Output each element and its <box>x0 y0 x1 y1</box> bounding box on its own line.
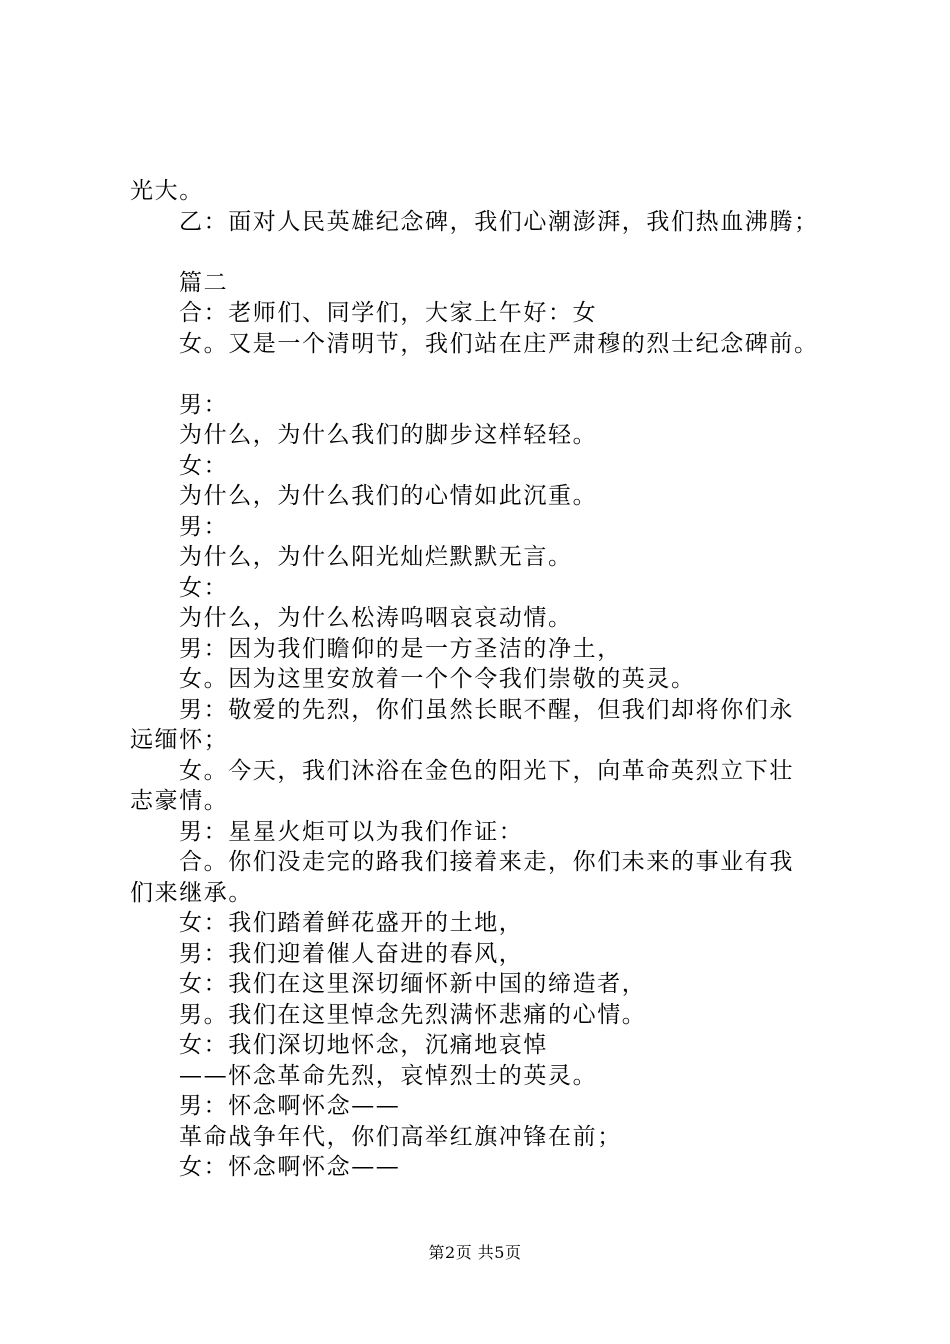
text-line: 远缅怀； <box>130 727 229 753</box>
text-line: 合。你们没走完的路我们接着来走，你们未来的事业有我 <box>179 849 794 875</box>
text-line: 合：老师们、同学们，大家上午好：女 <box>179 300 598 326</box>
text-line: 革命战争年代，你们高举红旗冲锋在前； <box>179 1123 622 1150</box>
text-line: 男。我们在这里悼念先烈满怀悲痛的心情。 <box>179 1001 647 1028</box>
blank-line <box>130 237 850 268</box>
text-line: 志豪情。 <box>130 788 229 814</box>
text-line: 女。今天，我们沐浴在金色的阳光下，向革命英烈立下壮 <box>179 757 794 784</box>
page-number-footer: 第2页 共5页 <box>428 1243 522 1262</box>
text-line: 乙：面对人民英雄纪念碑，我们心潮澎湃，我们热血沸腾； <box>179 208 819 235</box>
text-line: 女：怀念啊怀念—— <box>179 1154 401 1180</box>
text-line: 为什么，为什么我们的心情如此沉重。 <box>179 483 598 509</box>
text-line: 女：我们深切地怀念，沉痛地哀悼 <box>179 1032 548 1058</box>
text-line: 男：我们迎着催人奋进的春风， <box>179 940 524 967</box>
text-line: 女： <box>179 452 229 479</box>
document-body <box>130 176 850 1183</box>
text-line: 男：因为我们瞻仰的是一方圣洁的净土， <box>179 635 622 662</box>
text-line: 男：星星火炬可以为我们作证： <box>179 818 524 845</box>
text-line: 男： <box>179 513 229 540</box>
text-line: 女：我们踏着鲜花盛开的土地， <box>179 910 524 936</box>
section-heading: 篇二 <box>179 269 229 296</box>
text-line: ——怀念革命先烈，哀悼烈士的英灵。 <box>179 1062 598 1089</box>
text-line: 女。因为这里安放着一个个令我们崇敬的英灵。 <box>179 666 696 692</box>
text-line: 女。又是一个清明节，我们站在庄严肃穆的烈士纪念碑前。 <box>179 330 819 357</box>
text-line: 们来继承。 <box>130 879 253 906</box>
text-line: 光大。 <box>130 178 204 204</box>
text-line: 女： <box>179 574 229 601</box>
text-line: 男：怀念啊怀念—— <box>179 1093 401 1119</box>
text-line: 男： <box>179 391 229 418</box>
text-line: 为什么，为什么我们的脚步这样轻轻。 <box>179 422 598 448</box>
text-line: 女：我们在这里深切缅怀新中国的缔造者， <box>179 971 647 997</box>
text-line: 男：敬爱的先烈，你们虽然长眠不醒，但我们却将你们永 <box>179 696 794 723</box>
text-line: 为什么，为什么松涛呜咽哀哀动情。 <box>179 605 573 631</box>
text-line: 为什么，为什么阳光灿烂默默无言。 <box>179 544 573 570</box>
blank-line <box>130 359 850 390</box>
